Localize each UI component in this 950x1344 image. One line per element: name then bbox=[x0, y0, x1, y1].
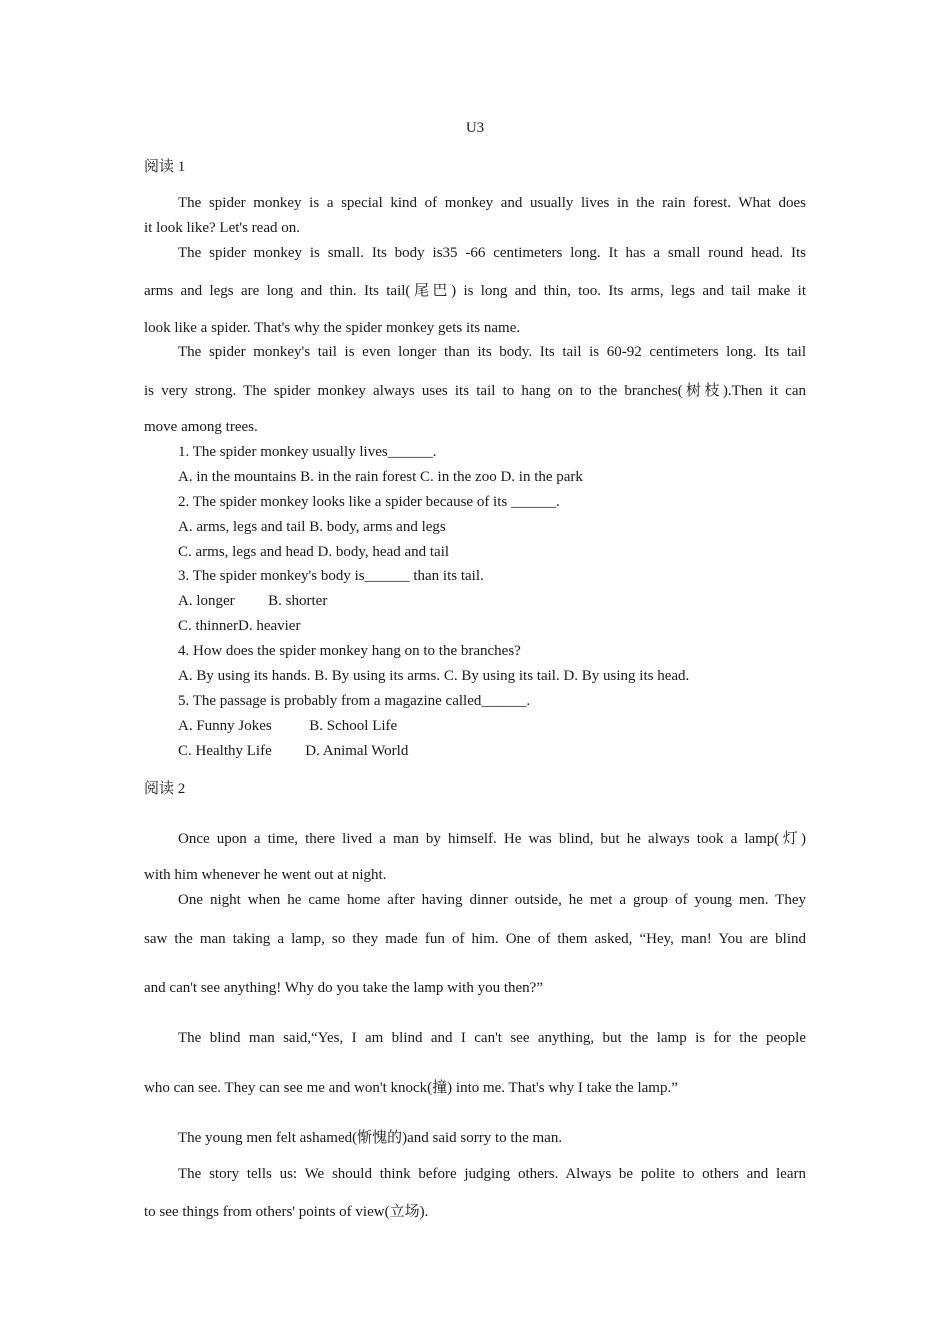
passage-2-line: saw the man taking a lamp, so they made fun of him. One of them asked, “Hey, man! You are blind bbox=[144, 931, 806, 947]
question-3: 3. The spider monkey's body is______ than its tail. bbox=[178, 568, 484, 584]
passage-1-line: The spider monkey is a special kind of monkey and usually lives in the rain forest. What does bbox=[178, 195, 806, 211]
passage-1-line: it look like? Let's read on. bbox=[144, 220, 300, 236]
passage-1-line: look like a spider. That's why the spider monkey gets its name. bbox=[144, 320, 521, 336]
question-2-options: A. arms, legs and tail B. body, arms and legs bbox=[178, 519, 446, 535]
passage-2-line: and can't see anything! Why do you take the lamp with you then?” bbox=[144, 980, 543, 996]
passage-2-line: The story tells us: We should think before judging others. Always be polite to others and learn bbox=[178, 1166, 806, 1182]
question-4-options: A. By using its hands. B. By using its arms. C. By using its tail. D. By using its head. bbox=[178, 668, 690, 684]
option-a: A. longer bbox=[178, 593, 235, 609]
question-3-options: C. thinnerD. heavier bbox=[178, 618, 301, 634]
passage-1-line: The spider monkey's tail is even longer than its body. Its tail is 60-92 centimeters long. Its tail bbox=[178, 344, 806, 360]
question-2-options: C. arms, legs and head D. body, head and tail bbox=[178, 544, 450, 560]
passage-1-line: arms and legs are long and thin. Its tail(尾巴) is long and thin, too. Its arms, legs and tail make it bbox=[144, 283, 806, 299]
passage-2-line: to see things from others' points of view(立场). bbox=[144, 1204, 429, 1220]
passage-2-line: Once upon a time, there lived a man by himself. He was blind, but he always took a lamp(灯) bbox=[178, 831, 806, 847]
passage-2-line: with him whenever he went out at night. bbox=[144, 867, 387, 883]
option-a: A. Funny Jokes bbox=[178, 718, 272, 734]
passage-2-line: The blind man said,“Yes, I am blind and I can't see anything, but the lamp is for the people bbox=[178, 1030, 806, 1046]
question-5-options bbox=[178, 741, 408, 761]
passage-1-line: The spider monkey is small. Its body is35 -66 centimeters long. It has a small round head. Its bbox=[178, 245, 806, 261]
passage-2-line: The young men felt ashamed(惭愧的)and said sorry to the man. bbox=[178, 1130, 563, 1146]
question-5: 5. The passage is probably from a magazine called______. bbox=[178, 693, 531, 709]
question-5-options bbox=[178, 716, 397, 736]
question-1: 1. The spider monkey usually lives______. bbox=[178, 444, 437, 460]
section-1-heading: 阅读 1 bbox=[144, 159, 186, 175]
question-3-options bbox=[178, 591, 327, 611]
section-2-heading: 阅读 2 bbox=[144, 781, 186, 797]
option-c: C. Healthy Life bbox=[178, 743, 272, 759]
passage-1-line: is very strong. The spider monkey always uses its tail to hang on to the branches(树枝).Then it can bbox=[144, 383, 806, 399]
passage-2-line: who can see. They can see me and won't knock(撞) into me. That's why I take the lamp.” bbox=[144, 1080, 678, 1096]
option-b: B. shorter bbox=[268, 593, 328, 609]
option-d: D. Animal World bbox=[305, 743, 409, 759]
passage-2-line: One night when he came home after having dinner outside, he met a group of young men. They bbox=[178, 892, 806, 908]
question-1-options: A. in the mountains B. in the rain forest C. in the zoo D. in the park bbox=[178, 469, 583, 485]
page-title: U3 bbox=[465, 120, 485, 136]
question-2: 2. The spider monkey looks like a spider because of its ______. bbox=[178, 494, 560, 510]
question-4: 4. How does the spider monkey hang on to the branches? bbox=[178, 643, 521, 659]
option-b: B. School Life bbox=[309, 718, 398, 734]
passage-1-line: move among trees. bbox=[144, 419, 258, 435]
